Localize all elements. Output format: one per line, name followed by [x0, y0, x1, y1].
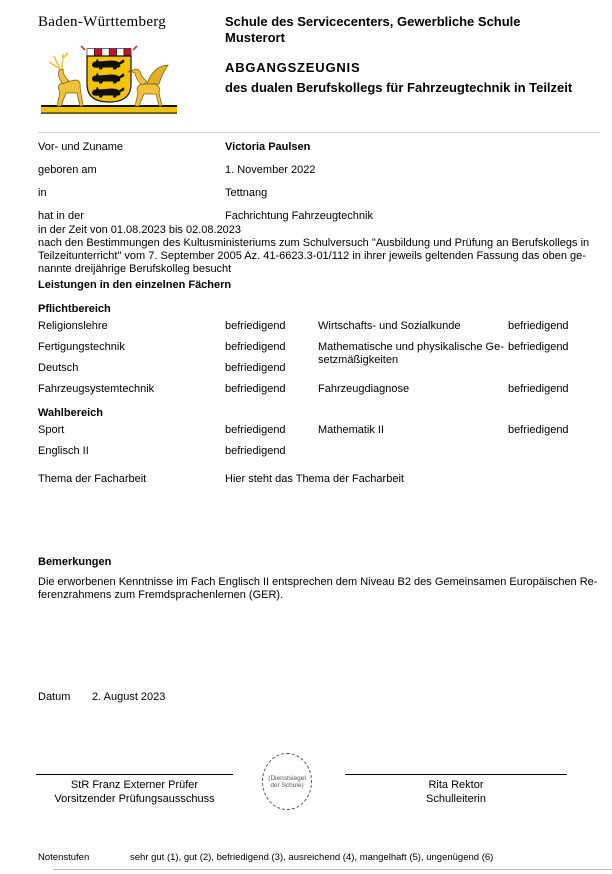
student-fields: [38, 141, 598, 233]
grading-scale-values: sehr gut (1), gut (2), befriedigend (3), ausreichend (4), mangelhaft (5), ungenügend (6): [130, 852, 494, 863]
subject-label: Fertigungstechnik: [38, 341, 125, 353]
grade-row: [38, 383, 318, 404]
attendance-legal-text: nach den Bestimmungen des Kultusministeriums zum Schulversuch "Ausbildung und Prüfung an Berufskollegs in Teilzeitunterricht" vom 7. September 2005 Az. 41-6623.3-01/112 in ihrer jeweils geltenden Fassung das oben genannte dreijährige Berufskolleg besucht: [38, 237, 590, 275]
wahlbereich-heading: Wahlbereich: [38, 407, 103, 419]
school-seal-placeholder: [262, 753, 312, 810]
date-label: Datum: [38, 691, 71, 703]
grade-value: befriedigend: [225, 424, 286, 436]
grade-row: [38, 320, 318, 341]
subject-label: Deutsch: [38, 362, 79, 374]
wahl-right-column: [318, 424, 580, 445]
grade-value: befriedigend: [508, 320, 569, 332]
grade-value: befriedigend: [225, 362, 286, 374]
field-label: Vor- und Zuname: [38, 141, 123, 153]
shield-icon: [87, 56, 131, 102]
grade-row: [38, 445, 318, 466]
grading-scale-label: Notenstufen: [38, 852, 90, 863]
coat-of-arms-icon: [34, 44, 184, 120]
grade-value: befriedigend: [508, 424, 569, 436]
stag-antlers-icon: [49, 53, 68, 69]
grade-row: [318, 341, 580, 383]
date-value: 2. August 2023: [92, 691, 166, 703]
remarks-heading: Bemerkungen: [38, 556, 112, 568]
grade-row: [318, 320, 580, 341]
examiner-role: Vorsitzender Prüfungsausschuss: [54, 793, 215, 805]
examiner-name: StR Franz Externer Prüfer: [70, 779, 199, 791]
subject-label: Mathematische und physikalische Gesetzmäßigkeiten: [318, 341, 504, 366]
principal-signature-line: [345, 774, 567, 775]
ground-bar: [41, 105, 177, 114]
grade-row: [38, 424, 318, 445]
facharbeit-label: Thema der Facharbeit: [38, 473, 147, 485]
state-name: Baden-Württemberg: [38, 14, 167, 30]
grading-scale-row: [38, 852, 604, 863]
field-label: hat in der: [38, 210, 84, 222]
facharbeit-row: [38, 473, 598, 485]
subject-label: Religionslehre: [38, 320, 108, 332]
crest-icon: [81, 46, 137, 56]
grade-value: befriedigend: [225, 320, 286, 332]
attendance-period: in der Zeit von 01.08.2023 bis 02.08.2023: [38, 224, 242, 236]
grade-value: befriedigend: [225, 341, 286, 353]
examiner-signature-block: [36, 778, 233, 806]
student-birthplace-value: Tettnang: [225, 187, 268, 199]
student-track-value: Fachrichtung Fahrzeugtechnik: [225, 210, 373, 222]
subject-label: Mathematik II: [318, 424, 385, 436]
grade-value: befriedigend: [225, 445, 286, 457]
principal-name: Rita Rektor: [428, 779, 484, 791]
field-row-birthplace: [38, 187, 598, 210]
pflicht-left-column: [38, 320, 318, 404]
grade-row: [38, 341, 318, 362]
stag-supporter-icon: [57, 69, 83, 106]
seal-text-line2: der Schule): [270, 781, 304, 789]
subject-label: Sport: [38, 424, 65, 436]
field-label: geboren am: [38, 164, 97, 176]
document-subtitle: des dualen Berufskollegs für Fahrzeugtechnik in Teilzeit: [225, 80, 573, 95]
date-row: [38, 691, 165, 703]
grade-value: befriedigend: [508, 383, 569, 395]
grade-value: befriedigend: [225, 383, 286, 395]
field-row-born: [38, 164, 598, 187]
grade-row: [38, 362, 318, 383]
grade-row: [318, 424, 580, 445]
school-name: Schule des Servicecenters, Gewerbliche Schule Musterort: [225, 14, 521, 45]
seal-text-line1: (Dienstsiegel: [268, 774, 306, 782]
subject-label: Fahrzeugdiagnose: [318, 383, 410, 395]
field-row-name: [38, 141, 598, 164]
facharbeit-value: Hier steht das Thema der Facharbeit: [225, 473, 404, 485]
griffin-supporter-icon: [130, 65, 168, 106]
examiner-signature-line: [36, 774, 233, 775]
pflicht-right-column: [318, 320, 580, 404]
subject-label: Englisch II: [38, 445, 89, 457]
subject-label: Fahrzeugsystemtechnik: [38, 383, 155, 395]
pflichtbereich-heading: Pflichtbereich: [38, 303, 111, 315]
grade-value: befriedigend: [508, 341, 569, 353]
header-block: [225, 14, 577, 96]
remarks-text: Die erworbenen Kenntnisse im Fach Englisch II entsprechen dem Niveau B2 des Gemeinsamen Europäischen Referenzrahmens zum Fremdsprachenlernen (GER).: [38, 576, 598, 601]
principal-role: Schulleiterin: [426, 793, 486, 805]
attendance-paragraph: [38, 224, 600, 276]
subject-label: Wirtschafts- und Sozialkunde: [318, 320, 461, 332]
griffin-tongue: [129, 71, 131, 73]
principal-signature-block: [345, 778, 567, 806]
results-heading: Leistungen in den einzelnen Fächern: [38, 279, 232, 291]
student-born-value: 1. November 2022: [225, 164, 316, 176]
student-name-value: Victoria Paulsen: [225, 141, 311, 153]
header-divider: [38, 132, 600, 133]
field-label: in: [38, 187, 47, 199]
footer-divider: [53, 869, 612, 870]
document-title: ABGANGSZEUGNIS: [225, 60, 361, 75]
grade-row: [318, 383, 580, 404]
wahl-left-column: [38, 424, 318, 466]
